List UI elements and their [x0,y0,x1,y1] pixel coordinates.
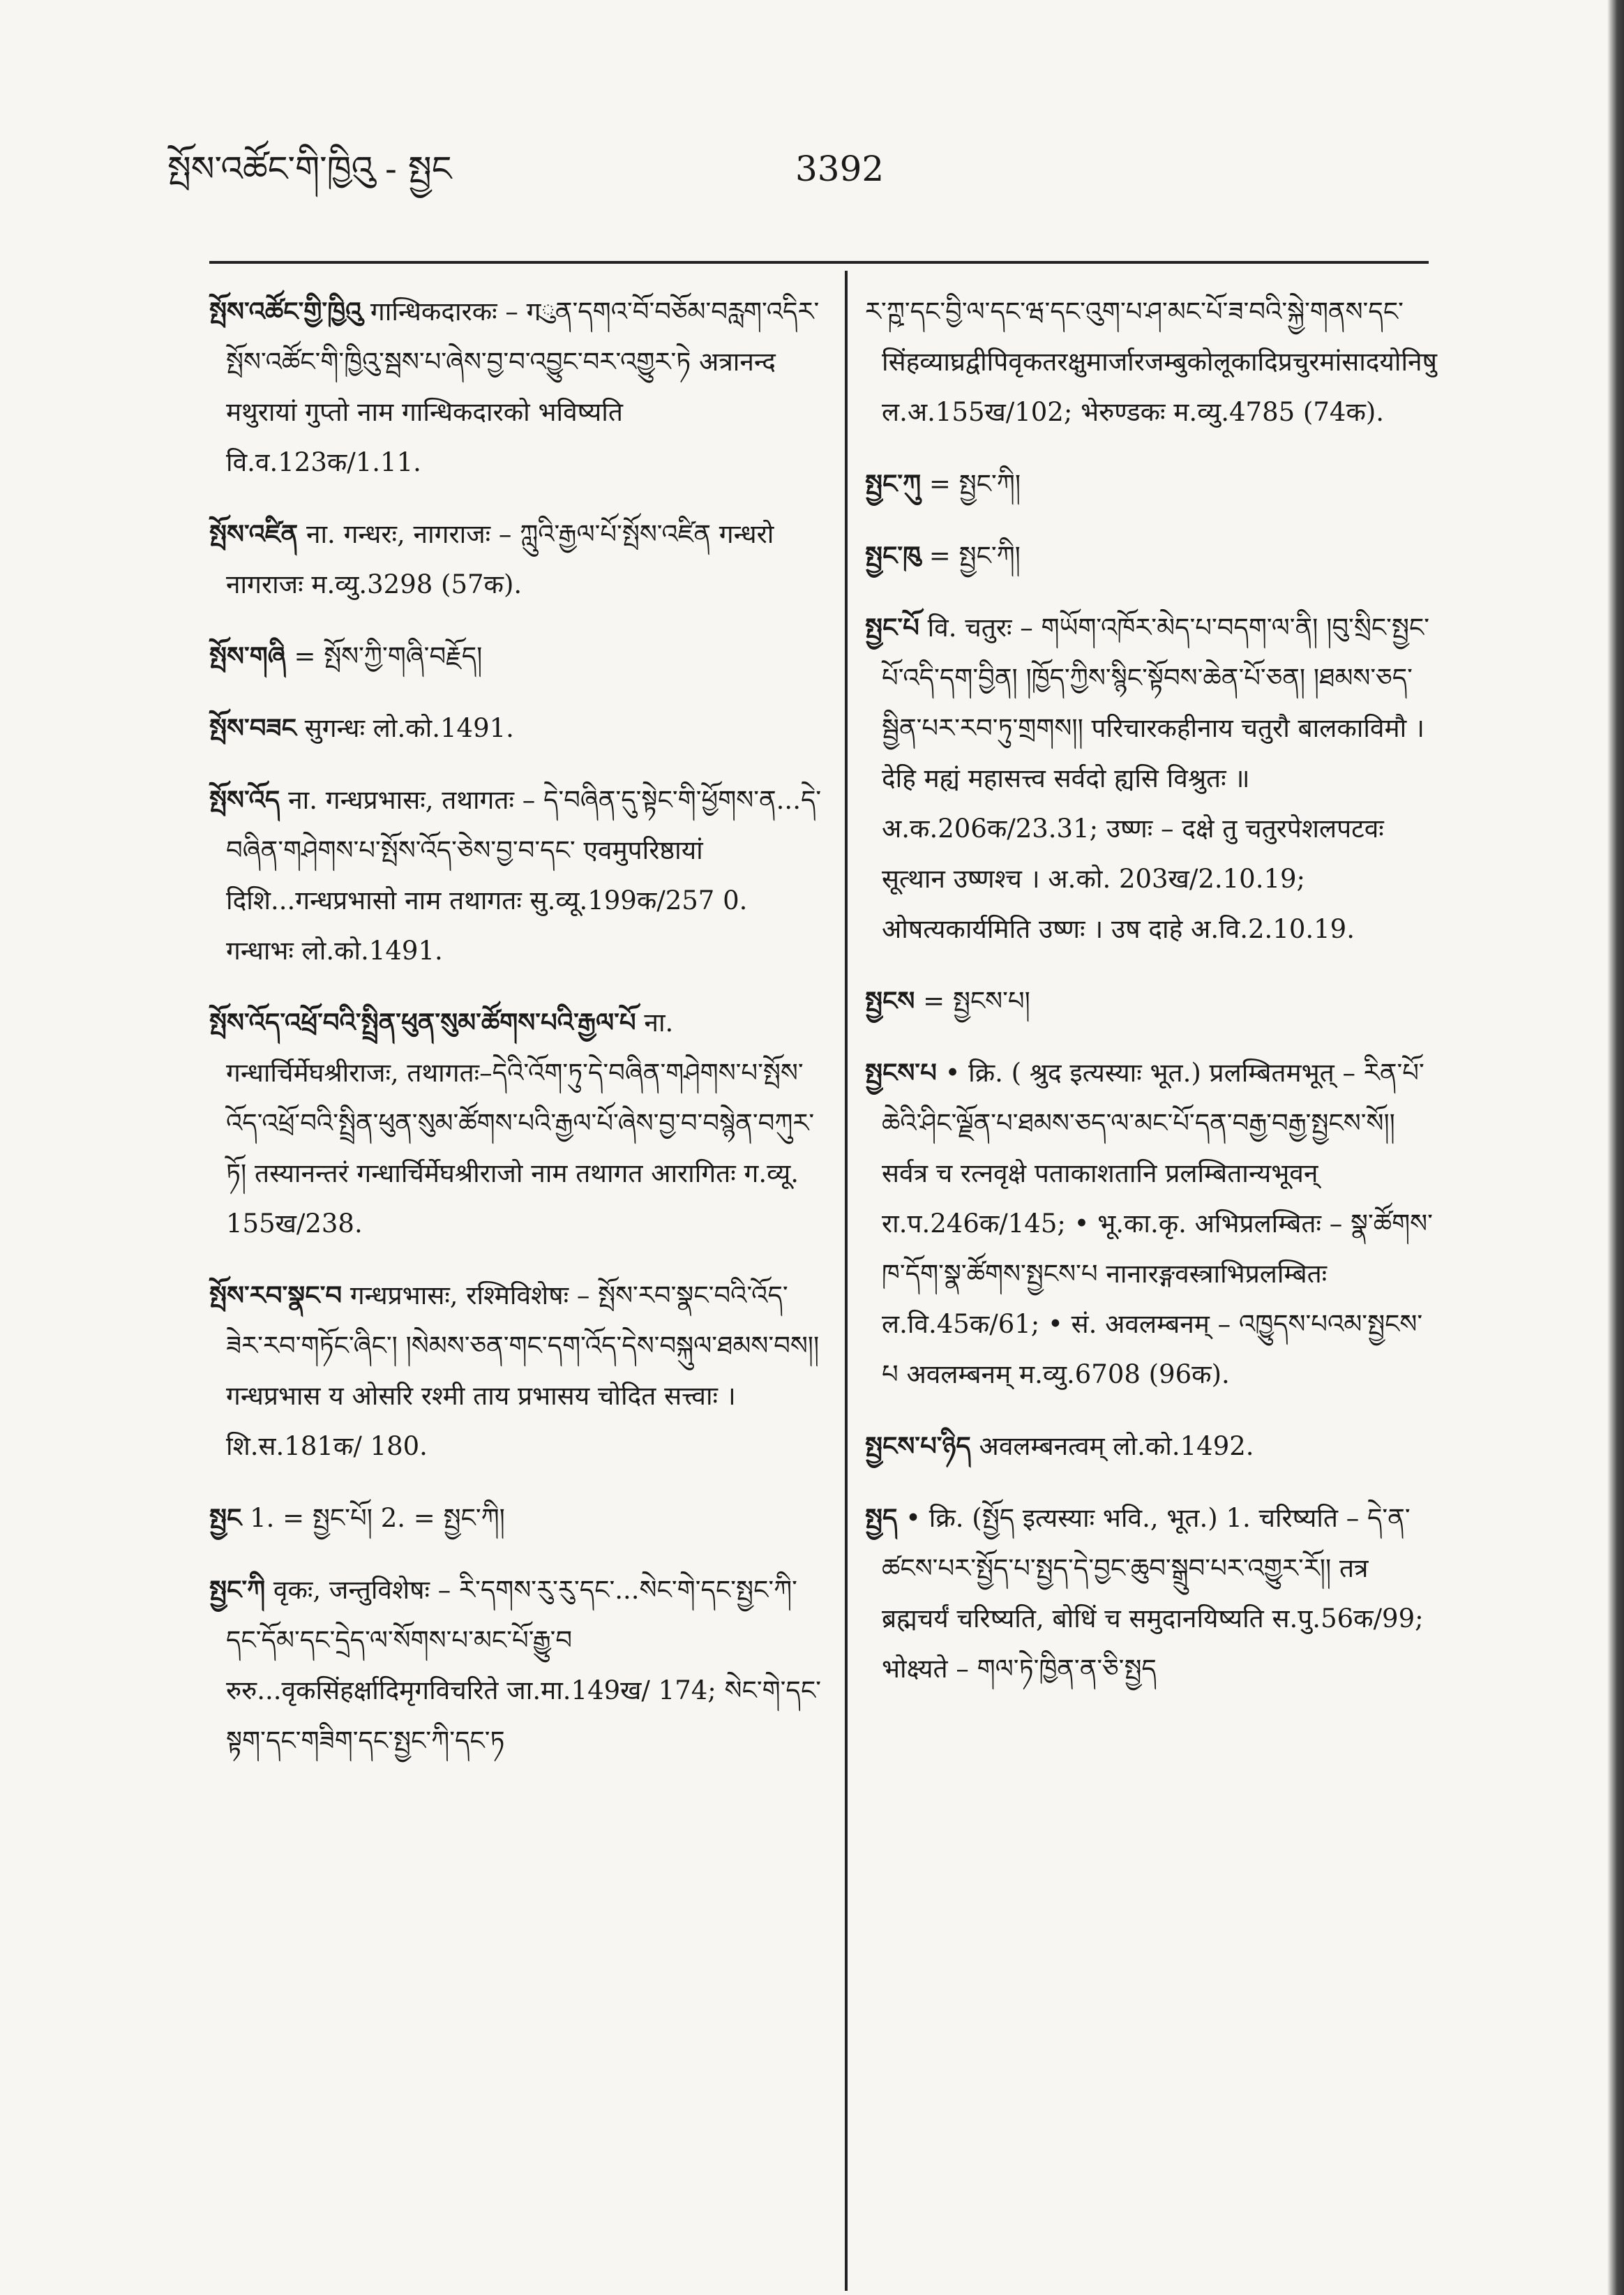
entry-text: • क्रि. ( श्रुद इत्यस्याः भूत.) प्रलम्बितमभूत् – རིན་པོ་ཆེའི་ཤིང་ལྗོན་པ་ཐམས་ཅད་ལ་མང་པོ་དན་བརྒྱ་བརྒྱ་སྤྱངས་སོ།། सर्वत्र च रत्नवृक्षे पताकाशतानि प्रलम्बितान्यभूवन् रा.प.246क/145; • भू.का.कृ. अभिप्रलम्बितः – སྣ་ཚོགས་ཁ་དོག་སྣ་ཚོགས་སྤྱངས་པ नानारङ्गवस्त्राभिप्रलम्बितः ल.वि.45क/61; • सं. अवलम्बनम् – འཁྱུདས་པའམ་སྤྱངས་པ अवलम्बनम् म.व्यु.6708 (96क). [882,1058,1433,1389]
entry-text: 1. = སྤྱང་པོ། 2. = སྤྱང་ཀི། [250,1503,505,1533]
running-head: སྤོས་འཚོང་གི་ཁྱིའུ - སྤྱང [167,149,452,189]
dictionary-entry [865,602,1437,955]
entry-headword: སྤྱང་ཀུ [865,468,922,499]
entry-text: = སྤྱང་ཀི། [928,541,1021,571]
entry-text: अवलम्बनत्वम् लो.को.1492. [979,1431,1254,1461]
entry-headword: སྤོས་འཚོང་གྱི་ཁྱིའུ [209,296,363,327]
dictionary-entry [209,775,823,976]
entry-headword: སྤོས་རབ་སྣང་བ [209,1280,343,1310]
dictionary-entry [209,703,823,754]
dictionary-entry [209,1493,823,1543]
dictionary-entry [209,509,823,610]
dictionary-entry [865,975,1437,1026]
entry-text: वृकः, जन्तुविशेषः – རི་དགས་རུ་རུ་དང་...སེང་གེ་དང་སྤྱང་ཀི་དང་དོམ་དང་དྲེད་ལ་སོགས་པ་མང་པོ་རྒྱུ་བ रुरु...वृकसिंहर्क्षादिमृगविचरिते जा.मा.149ख/ 174; སེང་གེ་དང་སྟག་དང་གཟིག་དང་སྤྱང་ཀི་དང་ཏ [226,1575,821,1756]
entry-headword: སྤྱང་ཀི [209,1574,266,1605]
page-number: 3392 [795,149,885,189]
entry-headword: སྤྱངས་པ [865,1057,937,1088]
dictionary-entry [865,1421,1437,1472]
entry-text: वि. चतुरः – གཡོག་འཁོར་མེད་པ་བདག་ལ་ནི། །བུ་སྲིང་སྤྱང་པོ་འདི་དག་བྱིན། །ཁྱོད་ཀྱིས་སྙིང་སྟོབས་ཆེན་པོ་ཅན། །ཐམས་ཅད་སྦྱིན་པར་རབ་ཏུ་གྲགས།། परिचारकहीनाय चतुरौ बालकाविमौ । देहि मह्यं महासत्त्व सर्वदो ह्यसि विश्रुतः ॥ अ.क.206क/23.31; उष्णः – दक्षे तु चतुरपेशलपटवः सूत्थान उष्णश्च । अ.को. 203ख/2.10.19; ओषत्यकार्यमिति उष्णः । उष दाहे अ.वि.2.10.19. [882,613,1430,944]
entry-headword: སྤྱང་པོ [865,612,919,643]
dictionary-entry-continued [865,286,1437,438]
dictionary-entry [209,997,823,1249]
entry-text: • क्रि. (སྤྱོད इत्यस्याः भवि., भूत.) 1. चरिष्यति – དེ་ན་ཚངས་པར་སྤྱོད་པ་སྤྱད་དེ་བྱང་ཆུབ་སྒྲུབ་པར་འགྱུར་རོ།། तत्र ब्रह्मचर्यं चरिष्यति, बोधिं च समुदानयिष्यति स.पु.56क/99; भोक्ष्यते – གལ་ཏེ་ཁྱིན་ན་ཅི་སྤྱད [882,1503,1424,1684]
entry-text: = སྤྱང་ཀི། [928,469,1021,499]
entry-headword: སྤོས་གཞི [209,641,286,671]
dictionary-entry [865,1493,1437,1694]
dictionary-entry [209,1564,823,1766]
left-column [209,286,823,1787]
entry-headword: སྤོས་འོད་འཕྲོ་བའི་སྤྲིན་ཕུན་སུམ་ཚོགས་པའི་རྒྱལ་པོ [209,1007,636,1038]
entry-text: गन्धप्रभासः, रश्मिविशेषः – སྤོས་རབ་སྣང་བའི་འོད་ཟེར་རབ་གཏོང་ཞིང་། །སེམས་ཅན་གང་དག་འོད་དེས་བསྐུལ་ཐམས་བས།། गन्धप्रभास य ओसरि रश्मी ताय प्रभासय चोदित सत्त्वाः । शि.स.181क/ 180. [226,1280,820,1461]
entry-text: गान्धिकदारकः – गུན་དགའ་བོ་བཅོམ་བརླག་འདིར་སྤོས་འཚོང་གི་ཁྱིའུ་སྦས་པ་ཞེས་བྱ་བ་འབྱུང་བར་འགྱུར་ཏེ अत्रानन्द मथुरायां गुप्तो नाम गान्धिकदारको भविष्यति वि.व.123क/1.11. [226,297,820,477]
dictionary-entry [209,631,823,682]
column-rule [845,271,848,2291]
dictionary-entry [209,1270,823,1472]
entry-headword: སྤྱད [865,1502,898,1533]
entry-headword: སྤྱང [209,1502,242,1533]
header-rule [209,261,1429,264]
entry-text: ना. गन्धप्रभासः, तथागतः – དེ་བཞིན་དུ་སྟེང་གི་ཕྱོགས་ན...དེ་བཞིན་གཤེགས་པ་སྤོས་འོད་ཅེས་བྱ་བ་དང་ एवमुपरिष्ठायां दिशि...गन्धप्रभासो नाम तथागतः सु.व्यू.199क/257 0. गन्धाभः लो.को.1491. [226,785,822,966]
page-header [167,147,1423,202]
scan-edge-shadow [1607,0,1624,2295]
entry-headword: སྤྱང་ཁུ [865,540,921,571]
entry-headword: སྤྱངས་པ་ཉིད [865,1430,971,1461]
entry-headword: སྤོས་འོད [209,784,280,815]
entry-headword: སྤྱངས [865,985,915,1016]
entry-text: सुगन्धः लो.को.1491. [304,713,514,743]
entry-headword: སྤོས་འཛིན [209,518,299,549]
entry-text: = སྤྱངས་པ། [923,986,1030,1016]
dictionary-entry [865,530,1437,581]
dictionary-entry [865,458,1437,509]
entry-text: ར་ཀྵ་དང་བྱི་ལ་དང་ཝ་དང་འུག་པ་ཤ་མང་པོ་ཟ་བའི་སྐྱེ་གནས་དང་ सिंहव्याघ्रद्वीपिवृकतरक्षुमार्जारजम्बुकोलूकादिप्रचुरमांसादयोनिषु ल.अ.155ख/102; भेरुण्डकः म.व्यु.4785 (74क). [865,297,1437,427]
dictionary-entry [209,286,823,488]
right-column [865,286,1437,1715]
entry-headword: སྤོས་བཟང [209,712,296,743]
entry-text: ना. गन्धार्चिर्मेघश्रीराजः, तथागतः–དེའི་འོག་ཏུ་དེ་བཞིན་གཤེགས་པ་སྤོས་འོད་འཕྲོ་བའི་སྤྲིན་ཕུན་སུམ་ཚོགས་པའི་རྒྱལ་པོ་ཞེས་བྱ་བ་བསྙེན་བཀུར་ཏོ། तस्यानन्तरं गन्धार्चिर्मेघश्रीराजो नाम तथागत आरागितः ग.व्यू. 155ख/238. [226,1008,815,1239]
dictionary-entry [865,1047,1437,1400]
entry-text: ना. गन्धरः, नागराजः – ཀླུའི་རྒྱལ་པོ་སྤོས་འཛིན गन्धरो नागराजः म.व्यु.3298 (57क). [226,519,774,599]
entry-text: = སྤོས་ཀྱི་གཞི་བརྗོད། [294,641,483,671]
